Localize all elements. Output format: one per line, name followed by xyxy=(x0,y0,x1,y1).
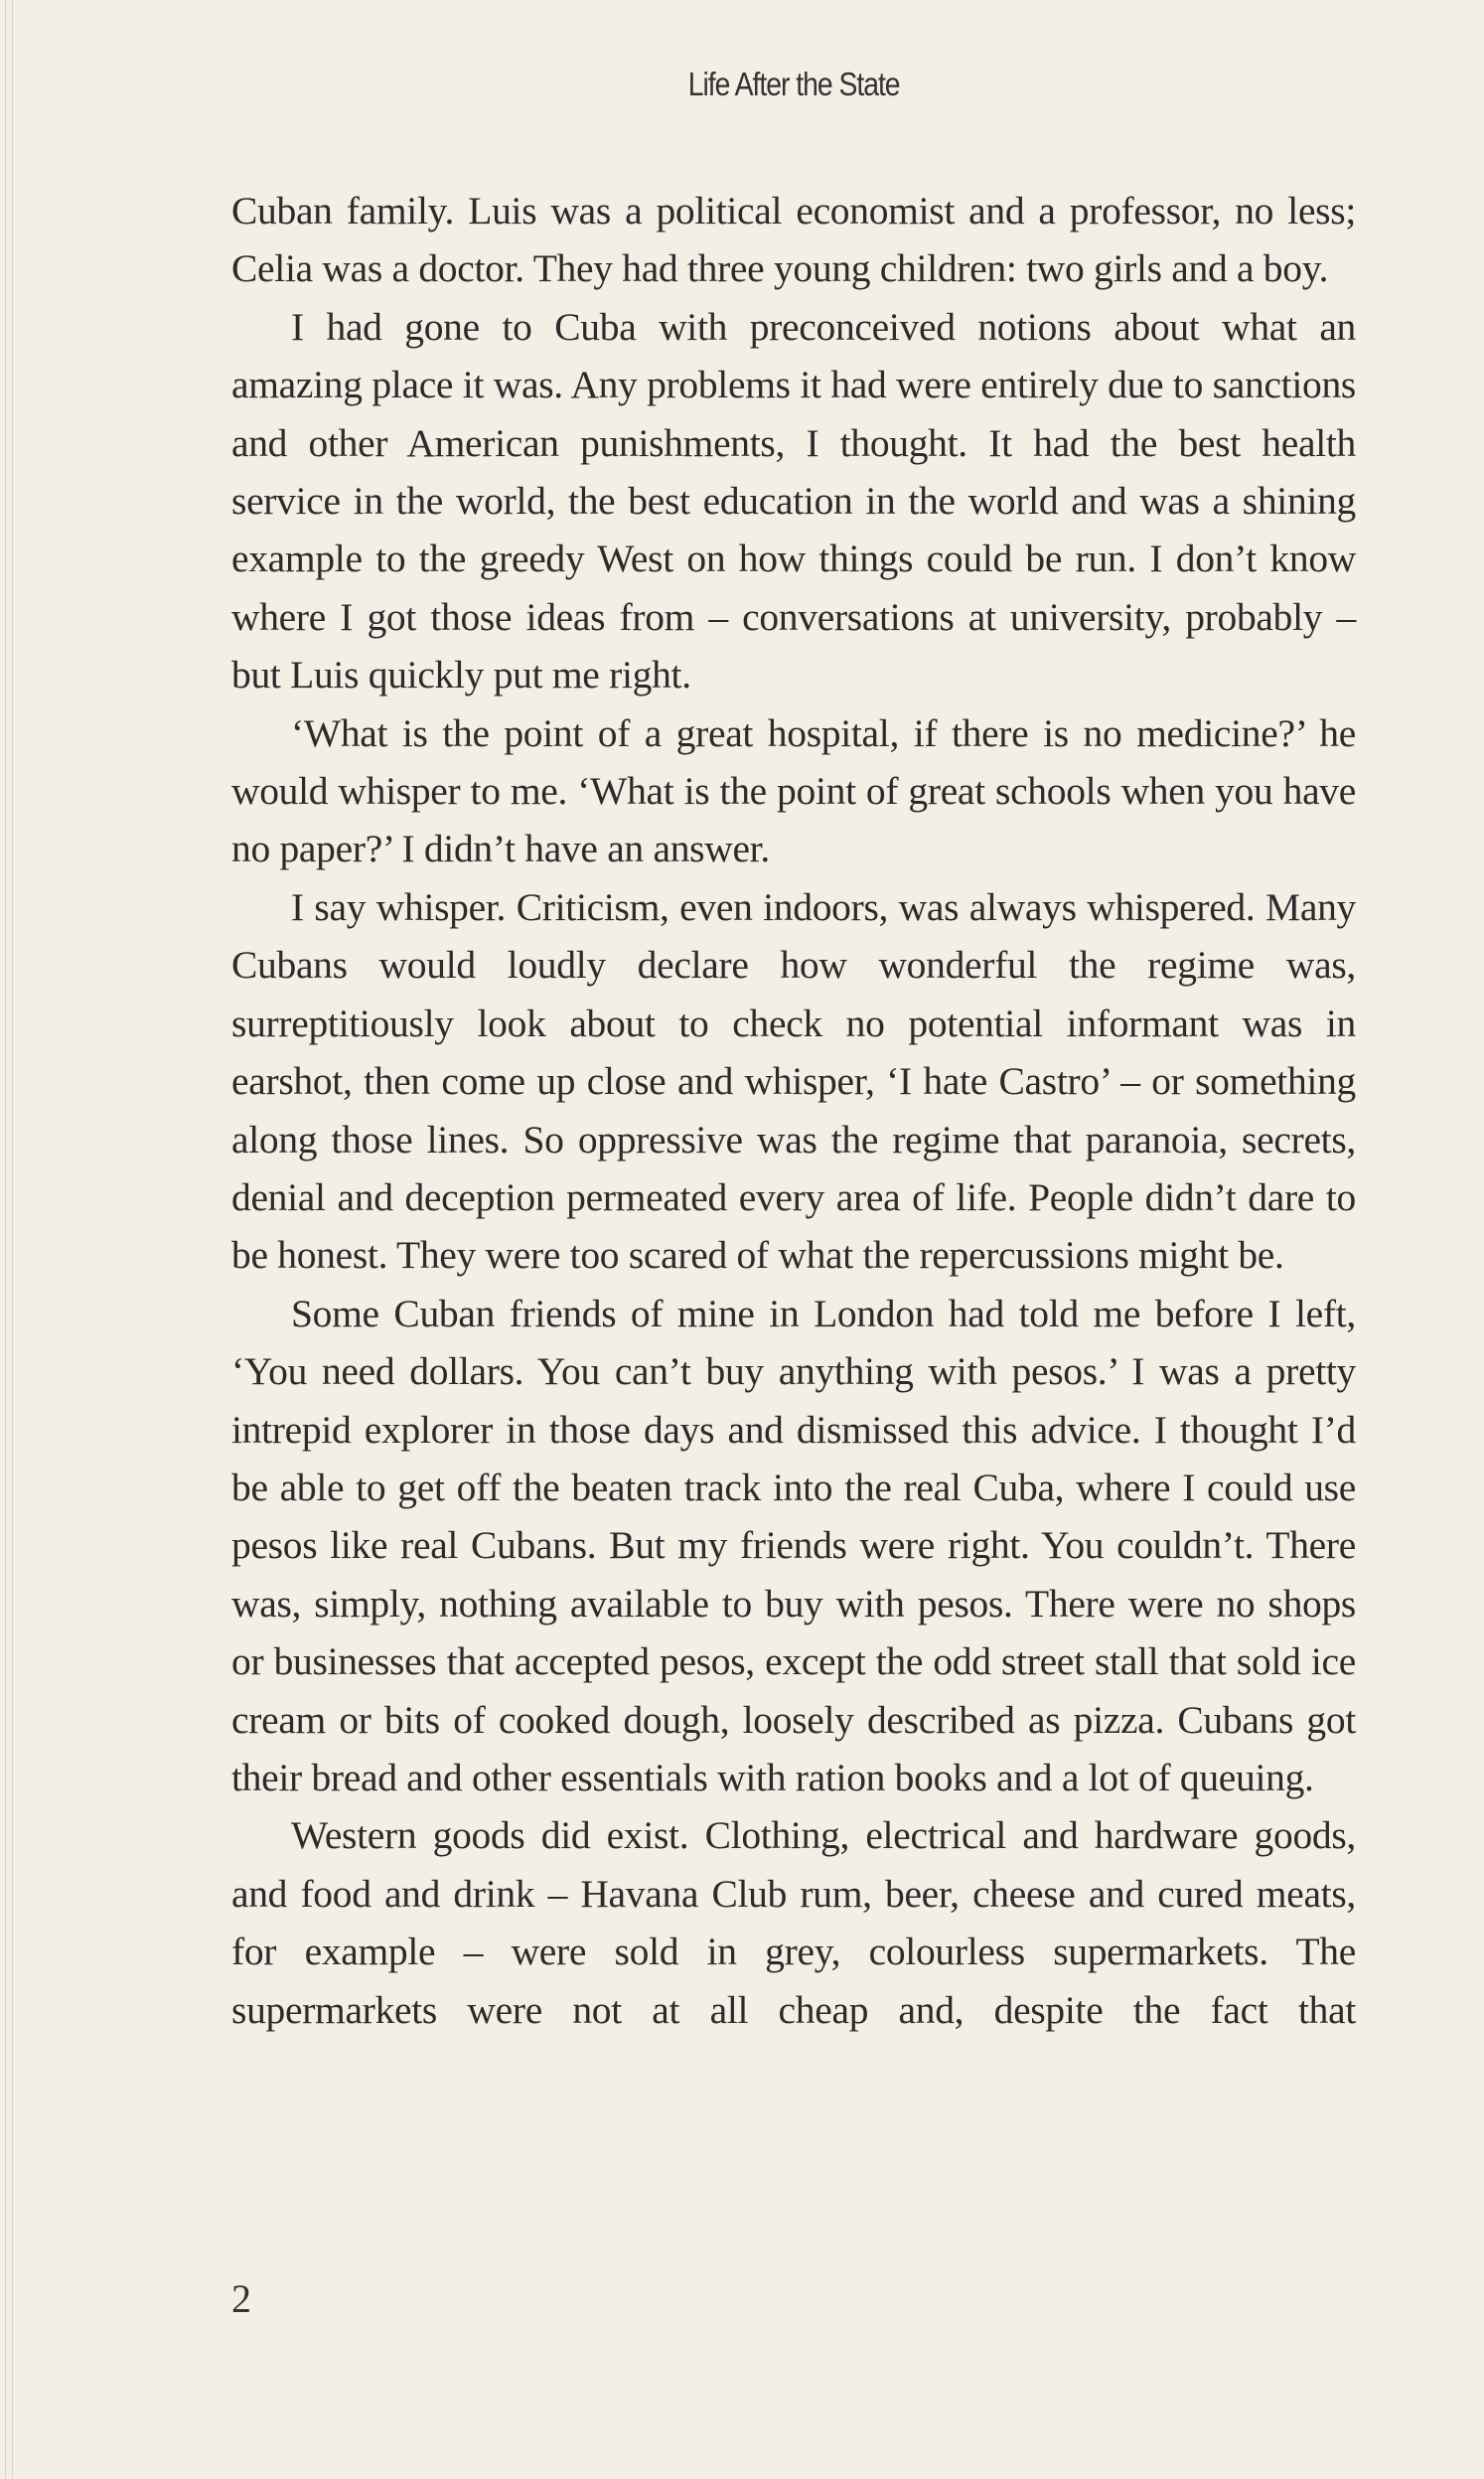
paragraph: I say whisper. Criticism, even indoors, was always whispered. Many Cubans would loudly declare how wonderful the regime was, surreptitiously look about to check no potential informant was in earshot, then come up close and whisper, ‘I hate Castro’ – or something along those lines. So oppressive was the regime that paranoia, secrets, denial and deception permeated every area of life. People didn’t dare to be honest. They were too scared of what the repercussions might be. xyxy=(231,884,1356,1278)
paragraph: Western goods did exist. Clothing, electrical and hardware goods, and food and drink – Havana Club rum, beer, cheese and cured meats, for example – were sold in grey, colourless supermarkets. The supermarkets were not at all cheap and, despite the fact that xyxy=(231,1813,1356,2032)
running-head-title: Life After the State xyxy=(687,66,900,102)
page-number: 2 xyxy=(231,2276,251,2321)
paragraph: Cuban family. Luis was a political economist and a professor, no less; Celia was a doctor. They had three young children: two girls and a boy. xyxy=(231,189,1356,291)
page-edge-line xyxy=(12,0,13,2479)
body-text xyxy=(231,182,1356,2039)
running-head xyxy=(111,66,1388,103)
paragraph: Some Cuban friends of mine in London had told me before I left, ‘You need dollars. You can’t buy anything with pesos.’ I was a pretty intrepid explorer in those days and dismissed this advice. I thought I’d be able to get off the beaten track into the real Cuba, where I could use pesos like real Cubans. But my friends were right. You couldn’t. There was, simply, nothing available to buy with pesos. There were no shops or businesses that accepted pesos, except the odd street stall that sold ice cream or bits of cooked dough, loosely described as pizza. Cubans got their bread and other essentials with ration books and a lot of queuing. xyxy=(231,1291,1356,1799)
paragraph: ‘What is the point of a great hospital, if there is no medicine?’ he would whisper to me. ‘What is the point of great schools when you have no paper?’ I didn’t have an answer. xyxy=(231,710,1356,871)
paragraph: I had gone to Cuba with preconceived notions about what an amazing place it was. Any problems it had were entirely due to sanctions and other American punishments, I thought. It had the best health service in the world, the best education in the world and was a shining example to the greedy West on how things could be run. I don’t know where I got those ideas from – conversations at university, probably – but Luis quickly put me right. xyxy=(231,304,1356,697)
page-edge-line xyxy=(5,0,6,2479)
